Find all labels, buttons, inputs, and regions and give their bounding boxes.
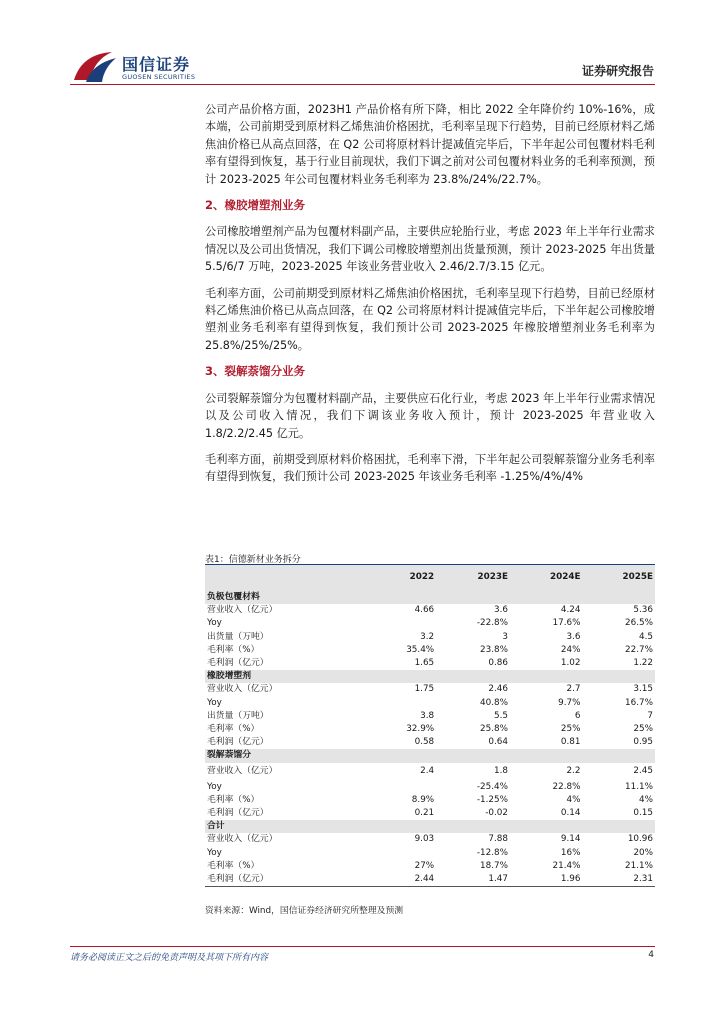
table-group-empty-cell bbox=[436, 820, 510, 833]
table-group-empty-cell bbox=[436, 749, 510, 762]
table-cell: 18.7% bbox=[480, 860, 508, 871]
table-header-cell bbox=[205, 565, 369, 592]
table-cell: 26.5% bbox=[625, 618, 653, 629]
table-cell: 16.7% bbox=[625, 697, 653, 708]
table-cell: -0.02 bbox=[485, 808, 508, 819]
paragraph-rubber-revenue: 公司橡胶增塑剂产品为包覆材料副产品，主要供应轮胎行业，考虑 2023 年上半年行业需求情况以及公司出货情况，我们下调公司橡胶增塑剂出货量预测，预计 2023-2025 年出货量 5.5/6/7 万吨，2023-2025 年该业务营业收入 2.46/2.7/3.15 亿元。 bbox=[205, 225, 655, 274]
table-row-label: 营业收入（亿元） bbox=[207, 684, 278, 695]
table-row-label: Yoy bbox=[207, 618, 222, 629]
table-cell: 1.8 bbox=[493, 766, 508, 777]
table-cell: 4.5 bbox=[639, 631, 653, 642]
table-cell: 1.02 bbox=[560, 658, 581, 669]
table-cell: 0.81 bbox=[560, 737, 581, 748]
table-cell: 0.21 bbox=[414, 808, 435, 819]
table-row bbox=[205, 657, 655, 670]
table-cell: 2.45 bbox=[633, 766, 653, 777]
table-cell: -12.8% bbox=[476, 847, 508, 858]
footer-divider bbox=[70, 946, 655, 947]
table-cell: 4.66 bbox=[414, 605, 435, 616]
page-number: 4 bbox=[648, 950, 654, 960]
table-row bbox=[205, 794, 655, 807]
table-group-row bbox=[205, 591, 655, 604]
table-cell: 21.1% bbox=[625, 860, 653, 871]
table-row-label: 毛利润（亿元） bbox=[207, 737, 269, 748]
header-divider bbox=[70, 84, 655, 85]
table-group-empty-cell bbox=[510, 591, 583, 604]
table-row-label: 毛利润（亿元） bbox=[207, 658, 269, 669]
table-row bbox=[205, 833, 655, 846]
table-group-empty-cell bbox=[510, 820, 583, 833]
table-row bbox=[205, 781, 655, 794]
table-cell: 5.36 bbox=[633, 605, 653, 616]
table-cell: 3.6 bbox=[566, 631, 581, 642]
table-row-label: 毛利润（亿元） bbox=[207, 808, 269, 819]
table-row bbox=[205, 807, 655, 820]
table-cell bbox=[369, 847, 436, 860]
table-cell: 2.46 bbox=[488, 684, 508, 695]
table-cell: 40.8% bbox=[480, 697, 508, 708]
table-group-row bbox=[205, 820, 655, 833]
table-header-cell: 2025E bbox=[582, 565, 655, 592]
section-title-rubber-plasticizer: 2、橡胶增塑剂业务 bbox=[205, 198, 306, 213]
table-group-empty-cell bbox=[510, 749, 583, 762]
table-row bbox=[205, 873, 655, 887]
table-source-note: 资料来源：Wind，国信证券经济研究所整理及预测 bbox=[205, 906, 404, 916]
table-cell: -22.8% bbox=[476, 618, 508, 629]
table-group-empty-cell bbox=[436, 670, 510, 683]
guosen-logo bbox=[72, 50, 232, 86]
table-cell: 9.14 bbox=[560, 834, 581, 845]
table-row-label: 营业收入（亿元） bbox=[207, 605, 278, 616]
table-group-row bbox=[205, 670, 655, 683]
table-header-cell: 2023E bbox=[436, 565, 510, 592]
table-row-label: 营业收入（亿元） bbox=[207, 834, 278, 845]
table-row bbox=[205, 631, 655, 644]
table-cell bbox=[369, 781, 436, 794]
table-group-empty-cell bbox=[510, 670, 583, 683]
table-cell bbox=[369, 617, 436, 630]
table-cell: 4% bbox=[566, 794, 581, 805]
paragraph-coating-margin: 公司产品价格方面，2023H1 产品价格有所下降，相比 2022 全年降价约 10%-16%，成本端，公司前期受到原材料乙烯焦油价格困扰，毛利率呈现下行趋势，目前已经原材料乙烯焦油价格已从高点回落，在 Q2 公司将原材料计提减值完毕后，下半年起公司包覆材料毛利率有望得到恢复，基于行业目前现状，我们下调之前对公司包覆材料业务的毛利率预测，预计 2023-2025 年公司包覆材料业务毛利率为 23.8%/24%/22.7%。 bbox=[205, 103, 655, 186]
table-cell: 2.7 bbox=[566, 684, 581, 695]
table-cell: 7.88 bbox=[488, 834, 508, 845]
table-row-label: 出货量（万吨） bbox=[207, 631, 269, 642]
table-cell: 3 bbox=[502, 631, 508, 642]
table-cell: 2.31 bbox=[582, 873, 655, 887]
guosen-logo-icon bbox=[72, 50, 118, 84]
table-cell: 11.1% bbox=[625, 781, 653, 792]
table-cell: 25.8% bbox=[480, 724, 508, 735]
table-cell: 16% bbox=[560, 847, 581, 858]
table-group-name: 裂解萘馏分 bbox=[205, 749, 369, 762]
table-row-label: 毛利率（%） bbox=[207, 644, 260, 655]
table-group-empty-cell bbox=[369, 749, 436, 762]
table-cell: 0.14 bbox=[560, 808, 581, 819]
business-breakdown-table bbox=[205, 564, 655, 887]
table-group-row bbox=[205, 749, 655, 762]
table-cell: 0.64 bbox=[488, 737, 508, 748]
table-group-name: 合计 bbox=[205, 820, 369, 833]
table-row bbox=[205, 683, 655, 696]
paragraph-rubber-margin: 毛利率方面，公司前期受到原材料乙烯焦油价格困扰，毛利率呈现下行趋势，目前已经原材料乙烯焦油价格已从高点回落，在 Q2 公司将原材料计提减值完毕后，下半年起公司橡胶增塑剂业务毛利率有望得到恢复，我们预计公司 2023-2025 年橡胶增塑剂业务毛利率为 25.8%/25%/25%。 bbox=[205, 286, 655, 352]
table-cell: 4.24 bbox=[560, 605, 581, 616]
table-row bbox=[205, 860, 655, 873]
table-group-empty-cell bbox=[369, 591, 436, 604]
table-cell: 27% bbox=[414, 860, 435, 871]
table-cell: 25% bbox=[560, 724, 581, 735]
paragraph-naphthalene-margin: 毛利率方面，前期受到原材料价格困扰，毛利率下滑，下半年起公司裂解萘馏分业务毛利率有望得到恢复，我们预计公司 2023-2025 年该业务毛利率 -1.25%/4%/4% bbox=[205, 452, 655, 484]
table-group-empty-cell bbox=[369, 820, 436, 833]
table-group-name: 负极包覆材料 bbox=[205, 591, 369, 604]
table-cell bbox=[369, 697, 436, 710]
table-header-cell: 2024E bbox=[510, 565, 583, 592]
table-row bbox=[205, 736, 655, 749]
table-group-empty-cell bbox=[369, 670, 436, 683]
table-cell: 7 bbox=[647, 710, 653, 721]
table-group-empty-cell bbox=[582, 670, 655, 683]
table-cell: 17.6% bbox=[552, 618, 581, 629]
table-cell: 9.7% bbox=[558, 697, 581, 708]
table-cell: 25% bbox=[633, 724, 653, 735]
table-cell: 3.8 bbox=[420, 710, 435, 721]
table-cell: 1.22 bbox=[633, 658, 653, 669]
footer-disclaimer: 请务必阅读正文之后的免责声明及其项下所有内容 bbox=[70, 953, 269, 963]
table-cell: 1.96 bbox=[510, 873, 583, 887]
table-header-row bbox=[205, 565, 655, 592]
table-row-label: 出货量（万吨） bbox=[207, 710, 269, 721]
table-row-label: 营业收入（亿元） bbox=[207, 766, 278, 777]
table-cell: 1.75 bbox=[414, 684, 435, 695]
table-cell: 4% bbox=[639, 794, 653, 805]
table-cell: 2.2 bbox=[566, 766, 581, 777]
table-row bbox=[205, 763, 655, 781]
table-row-label: Yoy bbox=[207, 697, 222, 708]
table-cell: -25.4% bbox=[476, 781, 508, 792]
table-cell: 3.15 bbox=[633, 684, 653, 695]
table-row-label: 毛利率（%） bbox=[207, 794, 260, 805]
table-cell: 1.65 bbox=[414, 658, 435, 669]
table-group-empty-cell bbox=[436, 591, 510, 604]
table-group-empty-cell bbox=[582, 591, 655, 604]
table-body bbox=[205, 591, 655, 887]
report-type-label: 证券研究报告 bbox=[581, 64, 654, 78]
table-row bbox=[205, 710, 655, 723]
table-group-empty-cell bbox=[582, 749, 655, 762]
table-cell: 23.8% bbox=[480, 644, 508, 655]
table-row bbox=[205, 723, 655, 736]
table-row-label: Yoy bbox=[207, 847, 222, 858]
table-cell: 5.5 bbox=[493, 710, 508, 721]
table-cell: 22.8% bbox=[552, 781, 581, 792]
table-row bbox=[205, 847, 655, 860]
page-header bbox=[0, 0, 724, 92]
table-cell: 2.4 bbox=[420, 766, 435, 777]
table-cell: 1.47 bbox=[436, 873, 510, 887]
table-cell: 3.2 bbox=[420, 631, 435, 642]
table-row bbox=[205, 644, 655, 657]
table-group-empty-cell bbox=[582, 820, 655, 833]
table-row bbox=[205, 617, 655, 630]
logo-english-name: GUOSEN SECURITIES bbox=[122, 73, 196, 81]
table-cell: 20% bbox=[633, 847, 653, 858]
paragraph-naphthalene-revenue: 公司裂解萘馏分为包覆材料副产品，主要供应石化行业，考虑 2023 年上半年行业需求情况以及公司收入情况，我们下调该业务收入预计，预计 2023-2025 年营业收入 1.8/2.2/2.45 亿元。 bbox=[205, 391, 655, 440]
table-row-label: Yoy bbox=[207, 781, 222, 792]
table-header-cell: 2022 bbox=[369, 565, 436, 592]
table-group-name: 橡胶增塑剂 bbox=[205, 670, 369, 683]
table-cell: 9.03 bbox=[414, 834, 435, 845]
table-row-label: 毛利率（%） bbox=[207, 724, 260, 735]
table-cell: -1.25% bbox=[476, 794, 508, 805]
table-cell: 35.4% bbox=[406, 644, 435, 655]
table-row bbox=[205, 604, 655, 617]
table-cell: 32.9% bbox=[406, 724, 435, 735]
table-cell: 8.9% bbox=[411, 794, 435, 805]
table-cell: 22.7% bbox=[625, 644, 653, 655]
logo-chinese-name: 国信证券 bbox=[122, 55, 191, 74]
section-title-naphthalene: 3、裂解萘馏分业务 bbox=[205, 364, 306, 379]
table-cell: 3.6 bbox=[493, 605, 508, 616]
table-cell: 10.96 bbox=[627, 834, 653, 845]
table-cell: 0.95 bbox=[633, 737, 653, 748]
table-row bbox=[205, 697, 655, 710]
table-cell: 21.4% bbox=[552, 860, 581, 871]
table-cell: 0.15 bbox=[633, 808, 653, 819]
table-row-label: 毛利润（亿元） bbox=[205, 873, 369, 887]
table-cell: 2.44 bbox=[369, 873, 436, 887]
table-cell: 24% bbox=[560, 644, 581, 655]
body-text bbox=[205, 101, 655, 495]
table-title: 表1：信德新材业务拆分 bbox=[205, 555, 301, 565]
table-cell: 0.86 bbox=[488, 658, 508, 669]
table-cell: 6 bbox=[574, 710, 581, 721]
table-row-label: 毛利率（%） bbox=[207, 860, 260, 871]
table-cell: 0.58 bbox=[414, 737, 435, 748]
